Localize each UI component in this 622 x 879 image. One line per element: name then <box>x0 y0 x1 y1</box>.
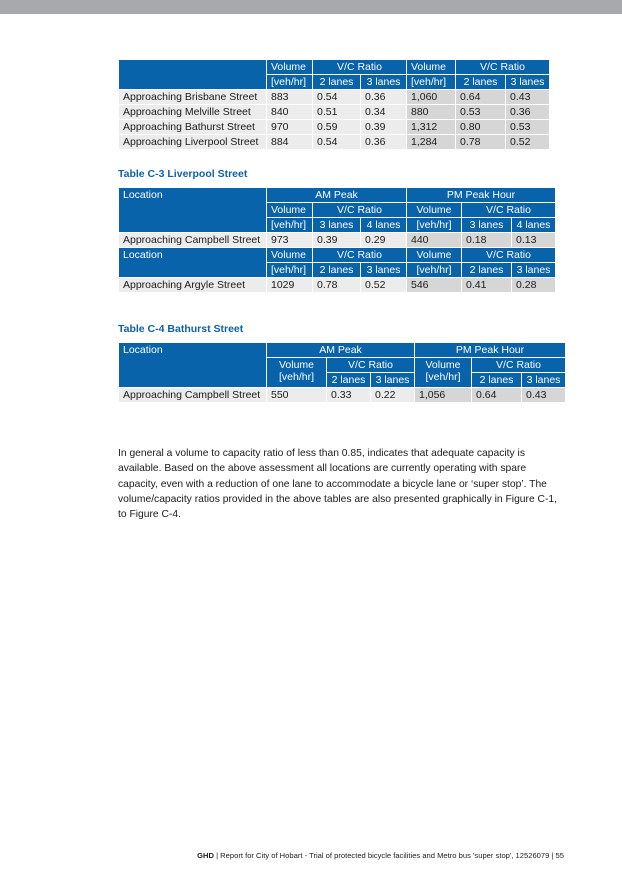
am-vc-header: V/C Ratio <box>313 203 407 218</box>
am-ratio-b-cell: 0.36 <box>361 135 407 150</box>
pm-ratio-b-cell: 0.13 <box>512 233 556 248</box>
am-unit-header: [veh/hr] <box>267 218 313 233</box>
pm-volume-cell: 440 <box>407 233 462 248</box>
pm-vc-header: V/C Ratio <box>456 60 550 75</box>
am-unit-header: [veh/hr] <box>267 75 313 90</box>
am-volume-cell: 550 <box>267 388 327 403</box>
pm-peak-header: PM Peak Hour <box>415 343 566 358</box>
am-ratio-a-cell: 0.59 <box>313 120 361 135</box>
table-c3 <box>118 187 556 293</box>
pm-ratio-b-cell: 0.36 <box>506 105 550 120</box>
pm-lanes-a-header: 2 lanes <box>462 263 512 278</box>
am-ratio-a-cell: 0.33 <box>327 388 371 403</box>
am-lanes-b-header: 3 lanes <box>361 263 407 278</box>
pm-ratio-b-cell: 0.43 <box>506 90 550 105</box>
am-ratio-a-cell: 0.54 <box>313 90 361 105</box>
pm-volume-header: Volume <box>407 203 462 218</box>
am-volume-cell: 973 <box>267 233 313 248</box>
pm-vc-header: V/C Ratio <box>462 248 556 263</box>
page-footer <box>160 851 564 860</box>
am-lanes-a-header: 3 lanes <box>313 218 361 233</box>
pm-ratio-b-cell: 0.53 <box>506 120 550 135</box>
pm-ratio-b-cell: 0.28 <box>512 278 556 293</box>
pm-volume-header: Volume <box>407 248 462 263</box>
location-cell: Approaching Argyle Street <box>119 278 267 293</box>
am-volume-header: Volume [veh/hr] <box>267 358 327 388</box>
am-lanes-a-header: 2 lanes <box>313 263 361 278</box>
am-volume-cell: 884 <box>267 135 313 150</box>
am-lanes-b-header: 3 lanes <box>371 373 415 388</box>
pm-ratio-a-cell: 0.53 <box>456 105 506 120</box>
am-volume-header: Volume <box>267 203 313 218</box>
page-top-bar <box>0 0 622 14</box>
am-volume-cell: 840 <box>267 105 313 120</box>
pm-ratio-a-cell: 0.41 <box>462 278 512 293</box>
location-cell: Approaching Melville Street <box>119 105 267 120</box>
am-vc-header: V/C Ratio <box>313 60 407 75</box>
pm-volume-cell: 880 <box>407 105 456 120</box>
location-cell: Approaching Campbell Street <box>119 388 267 403</box>
pm-ratio-b-cell: 0.52 <box>506 135 550 150</box>
am-ratio-a-cell: 0.51 <box>313 105 361 120</box>
pm-volume-cell: 1,056 <box>415 388 472 403</box>
am-ratio-b-cell: 0.34 <box>361 105 407 120</box>
location-header: Location <box>119 248 267 278</box>
am-unit-header: [veh/hr] <box>267 263 313 278</box>
footer-text: | Report for City of Hobart - Trial of protected bicycle facilities and Metro bus 'super stop', 12526079 | 55 <box>213 851 564 860</box>
table-row <box>119 120 550 135</box>
pm-lanes-b-header: 3 lanes <box>522 373 566 388</box>
table-row <box>119 90 550 105</box>
am-ratio-a-cell: 0.78 <box>313 278 361 293</box>
pm-volume-cell: 1,060 <box>407 90 456 105</box>
pm-ratio-a-cell: 0.64 <box>456 90 506 105</box>
pm-unit-header: [veh/hr] <box>407 263 462 278</box>
am-ratio-b-cell: 0.29 <box>361 233 407 248</box>
pm-volume-cell: 1,312 <box>407 120 456 135</box>
table-c3-caption: Table C-3 Liverpool Street <box>118 168 248 180</box>
am-vc-header: V/C Ratio <box>313 248 407 263</box>
table-row <box>119 388 566 403</box>
am-volume-header: Volume <box>267 60 313 75</box>
am-ratio-b-cell: 0.39 <box>361 120 407 135</box>
pm-lanes-b-header: 3 lanes <box>506 75 550 90</box>
am-peak-header: AM Peak <box>267 188 407 203</box>
pm-vc-header: V/C Ratio <box>462 203 556 218</box>
am-lanes-a-header: 2 lanes <box>313 75 361 90</box>
pm-volume-cell: 546 <box>407 278 462 293</box>
location-header-cell <box>119 60 267 90</box>
am-lanes-b-header: 4 lanes <box>361 218 407 233</box>
am-lanes-a-header: 2 lanes <box>327 373 371 388</box>
am-lanes-b-header: 3 lanes <box>361 75 407 90</box>
table-c4-caption: Table C-4 Bathurst Street <box>118 323 244 335</box>
pm-ratio-b-cell: 0.43 <box>522 388 566 403</box>
pm-lanes-a-header: 3 lanes <box>462 218 512 233</box>
am-peak-header: AM Peak <box>267 343 415 358</box>
am-ratio-b-cell: 0.52 <box>361 278 407 293</box>
body-paragraph: In general a volume to capacity ratio of less than 0.85, indicates that adequate capacity is available. Based on the above assessment all locations are currently operating with spare capacity, even with a reduction of one lane to accommodate a bicycle lane or ‘super stop’. The volume/capacity ratios provided in the above tables are also presented graphically in Figure C-1, to Figure C-4. <box>118 448 558 521</box>
table-row <box>119 233 556 248</box>
location-cell: Approaching Brisbane Street <box>119 90 267 105</box>
pm-volume-header: Volume [veh/hr] <box>415 358 472 388</box>
pm-unit-header: [veh/hr] <box>407 218 462 233</box>
pm-lanes-a-header: 2 lanes <box>456 75 506 90</box>
location-cell: Approaching Liverpool Street <box>119 135 267 150</box>
am-ratio-b-cell: 0.22 <box>371 388 415 403</box>
am-volume-header: Volume <box>267 248 313 263</box>
am-ratio-b-cell: 0.36 <box>361 90 407 105</box>
pm-lanes-b-header: 4 lanes <box>512 218 556 233</box>
table-c4 <box>118 342 566 403</box>
am-volume-cell: 1029 <box>267 278 313 293</box>
pm-volume-cell: 1,284 <box>407 135 456 150</box>
pm-lanes-b-header: 3 lanes <box>512 263 556 278</box>
pm-ratio-a-cell: 0.78 <box>456 135 506 150</box>
pm-ratio-a-cell: 0.18 <box>462 233 512 248</box>
pm-volume-header: Volume <box>407 60 456 75</box>
pm-vc-header: V/C Ratio <box>472 358 566 373</box>
am-ratio-a-cell: 0.39 <box>313 233 361 248</box>
location-header: Location <box>119 343 267 388</box>
pm-unit-header: [veh/hr] <box>407 75 456 90</box>
am-vc-header: V/C Ratio <box>327 358 415 373</box>
pm-ratio-a-cell: 0.80 <box>456 120 506 135</box>
pm-lanes-a-header: 2 lanes <box>472 373 522 388</box>
am-volume-cell: 970 <box>267 120 313 135</box>
location-header: Location <box>119 188 267 233</box>
location-cell: Approaching Bathurst Street <box>119 120 267 135</box>
footer-brand: GHD <box>197 851 214 860</box>
am-volume-cell: 883 <box>267 90 313 105</box>
table-c2 <box>118 59 550 150</box>
pm-peak-header: PM Peak Hour <box>407 188 556 203</box>
location-cell: Approaching Campbell Street <box>119 233 267 248</box>
table-row <box>119 278 556 293</box>
table-row <box>119 105 550 120</box>
am-ratio-a-cell: 0.54 <box>313 135 361 150</box>
table-row <box>119 135 550 150</box>
pm-ratio-a-cell: 0.64 <box>472 388 522 403</box>
